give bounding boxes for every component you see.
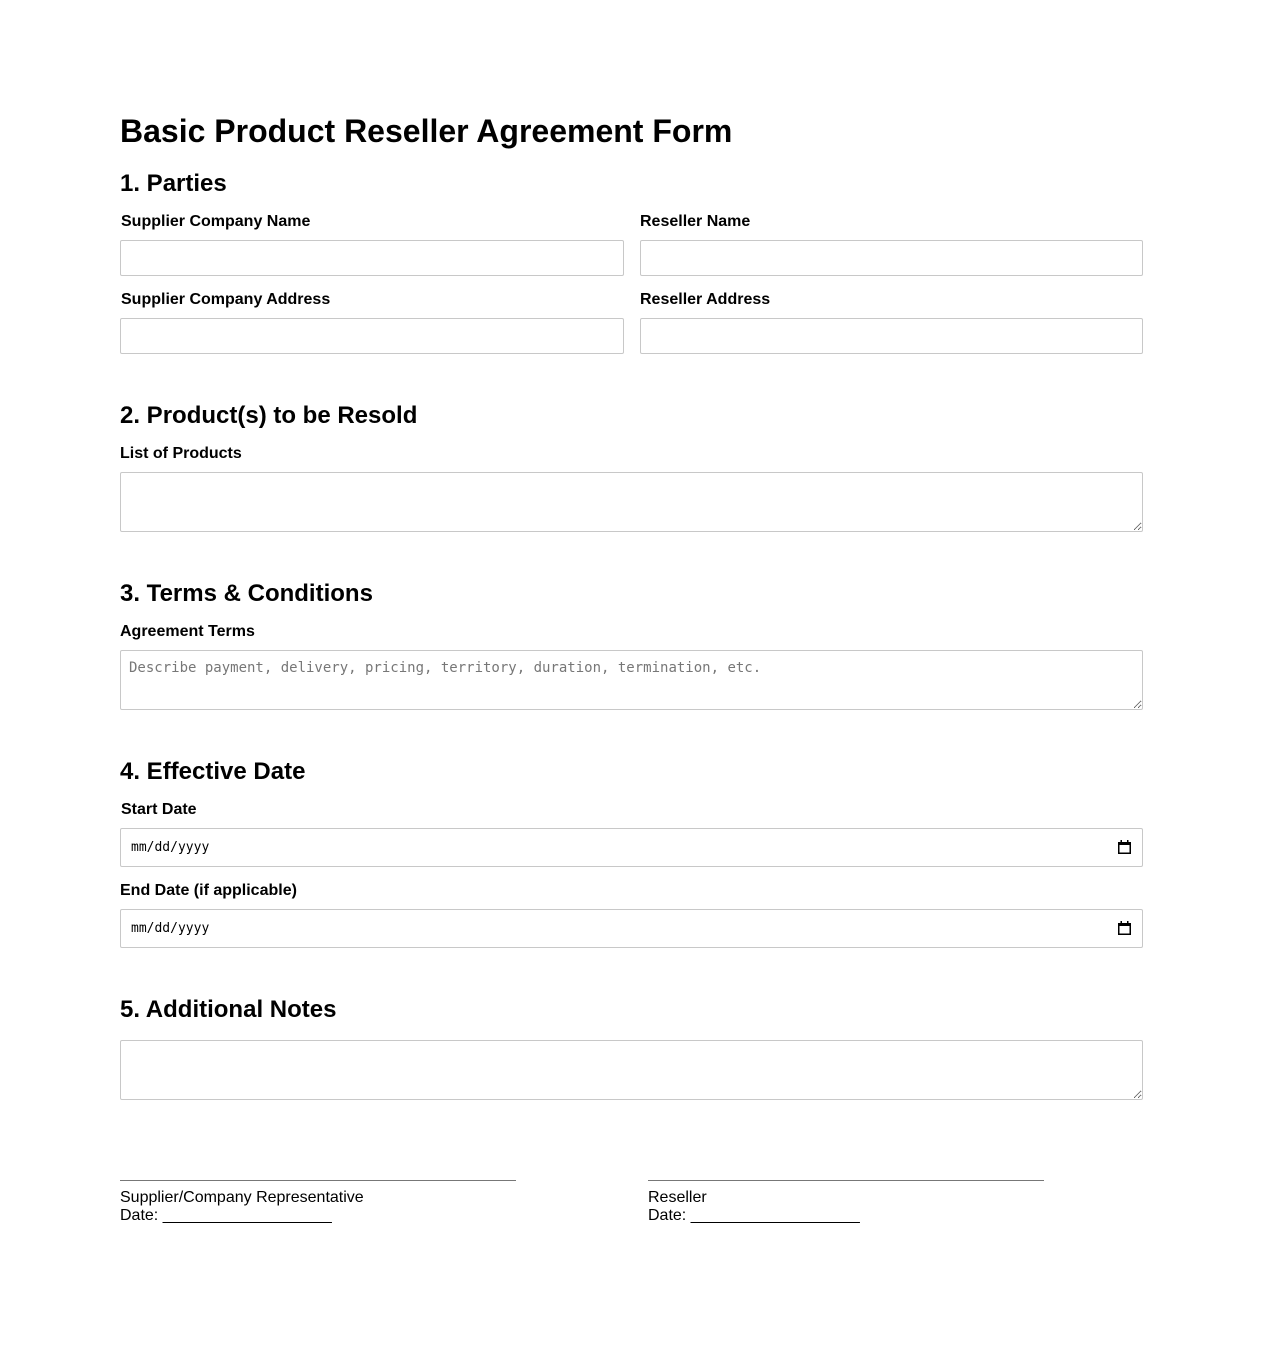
agreement-terms-textarea[interactable]: [120, 650, 1143, 710]
supplier-signature-date: Date: ___________________: [120, 1207, 332, 1224]
section-heading-terms: 3. Terms & Conditions: [120, 580, 373, 607]
reseller-signature-role: Reseller: [648, 1189, 707, 1206]
supplier-company-address-label: Supplier Company Address: [121, 291, 331, 308]
supplier-company-name-label: Supplier Company Name: [121, 213, 311, 230]
calendar-icon[interactable]: [1118, 840, 1131, 854]
start-date-input[interactable]: [120, 828, 1143, 867]
reseller-signature-line: [648, 1180, 1044, 1181]
reseller-signature-block: [648, 1180, 1044, 1225]
section-heading-parties: 1. Parties: [120, 170, 227, 197]
section-heading-products: 2. Product(s) to be Resold: [120, 402, 418, 429]
reseller-address-input[interactable]: [640, 318, 1143, 354]
additional-notes-textarea[interactable]: [120, 1040, 1143, 1100]
supplier-signature-line: [120, 1180, 516, 1181]
end-date-label: End Date (if applicable): [120, 882, 297, 899]
calendar-icon[interactable]: [1118, 921, 1131, 935]
list-of-products-textarea[interactable]: [120, 472, 1143, 532]
start-date-label: Start Date: [121, 801, 197, 818]
supplier-company-address-input[interactable]: [120, 318, 624, 354]
supplier-company-name-input[interactable]: [120, 240, 624, 276]
end-date-placeholder: mm/dd/yyyy: [131, 921, 210, 936]
page-title: Basic Product Reseller Agreement Form: [120, 113, 733, 149]
supplier-signature-role: Supplier/Company Representative: [120, 1189, 364, 1206]
section-heading-effective-date: 4. Effective Date: [120, 758, 306, 785]
reseller-address-label: Reseller Address: [640, 291, 771, 308]
list-of-products-label: List of Products: [120, 445, 242, 462]
reseller-name-input[interactable]: [640, 240, 1143, 276]
section-heading-notes: 5. Additional Notes: [120, 996, 337, 1023]
agreement-terms-label: Agreement Terms: [120, 623, 255, 640]
end-date-input[interactable]: [120, 909, 1143, 948]
start-date-placeholder: mm/dd/yyyy: [131, 840, 210, 855]
supplier-signature-block: [120, 1180, 516, 1225]
reseller-signature-date: Date: ___________________: [648, 1207, 860, 1224]
reseller-name-label: Reseller Name: [640, 213, 751, 230]
